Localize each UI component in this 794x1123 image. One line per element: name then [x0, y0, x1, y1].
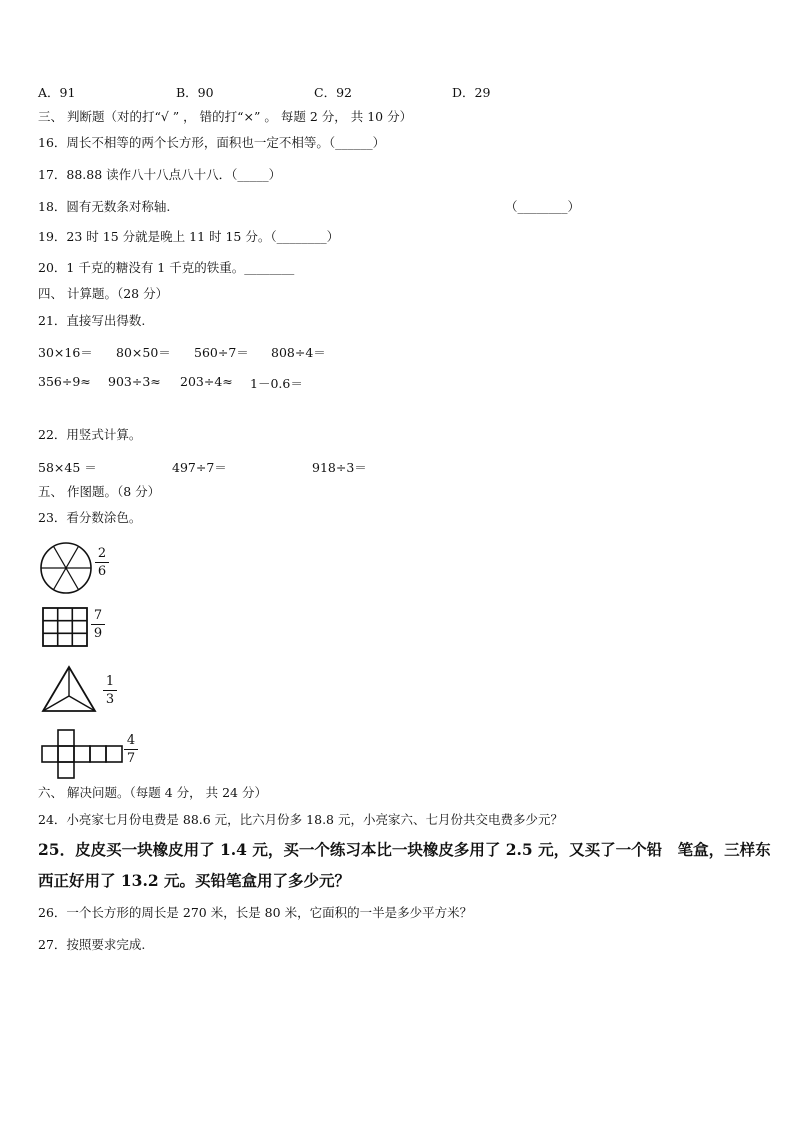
question-18-blank: （________）: [505, 199, 581, 214]
section-4-heading: 四、 计算题。（28 分）: [38, 286, 169, 301]
fraction-bar: [91, 624, 105, 625]
numerator: 1: [105, 674, 115, 689]
question-25-line-2: 西正好用了 13.2 元。买铅笔盒用了多少元？: [38, 871, 351, 890]
question-17: 17．88.88 读作八十八点八十八．（_____）: [38, 167, 282, 182]
fraction-bar: [103, 690, 117, 691]
triangle-figure: [41, 665, 97, 713]
calc-item: 58×45 ＝: [38, 460, 97, 475]
calc-item: 30×16＝: [38, 345, 93, 360]
question-25-line-1: 25．皮皮买一块橡皮用了 1.4 元，买一个练习本比一块橡皮多用了 2.5 元，又买了一个铅 笔盒，三样东: [38, 840, 771, 859]
calc-item: 903÷3≈: [108, 374, 161, 389]
fraction-7-9: [91, 608, 105, 641]
calc-item: 356÷9≈: [38, 374, 91, 389]
calc-item: 808÷4＝: [271, 345, 326, 360]
calc-item: 560÷7＝: [194, 345, 249, 360]
question-21: 21．直接写出得数.: [38, 313, 146, 328]
option-c: C．92: [314, 85, 352, 100]
section-6-heading: 六、 解决问题。（每题 4 分， 共 24 分）: [38, 785, 267, 800]
question-16: 16．周长不相等的两个长方形，面积也一定不相等。（______）: [38, 135, 386, 150]
option-a: A．91: [38, 85, 76, 100]
question-22: 22．用竖式计算。: [38, 427, 142, 442]
numerator: 2: [97, 546, 107, 561]
option-b: B．90: [176, 85, 214, 100]
question-20: 20．1 千克的糖没有 1 千克的铁重。________: [38, 260, 295, 275]
denominator: 7: [126, 751, 136, 766]
calc-item: 1－0.6＝: [250, 376, 303, 391]
fraction-bar: [95, 562, 109, 563]
denominator: 6: [97, 564, 107, 579]
question-23: 23．看分数涂色。: [38, 510, 142, 525]
denominator: 9: [93, 626, 103, 641]
section-3-heading: 三、 判断题（对的打“√ ” ， 错的打“×” 。 每题 2 分， 共 10 分）: [38, 109, 413, 124]
cube-net-figure: [41, 729, 123, 779]
circle-figure: [39, 541, 93, 595]
option-d: D．29: [452, 85, 491, 100]
grid-figure: [42, 607, 88, 647]
numerator: 7: [93, 608, 103, 623]
fraction-bar: [124, 749, 138, 750]
calc-item: 203÷4≈: [180, 374, 233, 389]
fraction-2-6: [95, 546, 109, 579]
question-18: 18．圆有无数条对称轴.: [38, 199, 171, 214]
fraction-1-3: [103, 674, 117, 707]
calc-item: 918÷3＝: [312, 460, 367, 475]
question-26: 26．一个长方形的周长是 270 米，长是 80 米，它面积的一半是多少平方米？: [38, 905, 473, 920]
question-27: 27．按照要求完成.: [38, 937, 146, 952]
calc-item: 80×50＝: [116, 345, 171, 360]
denominator: 3: [105, 692, 115, 707]
section-5-heading: 五、 作图题。（8 分）: [38, 484, 161, 499]
numerator: 4: [126, 733, 136, 748]
question-24: 24．小亮家七月份电费是 88.6 元，比六月份多 18.8 元，小亮家六、七月份共交电费多少元？: [38, 812, 563, 827]
fraction-4-7: [124, 733, 138, 766]
question-19: 19．23 时 15 分就是晚上 11 时 15 分。（________）: [38, 229, 340, 244]
calc-item: 497÷7＝: [172, 460, 227, 475]
